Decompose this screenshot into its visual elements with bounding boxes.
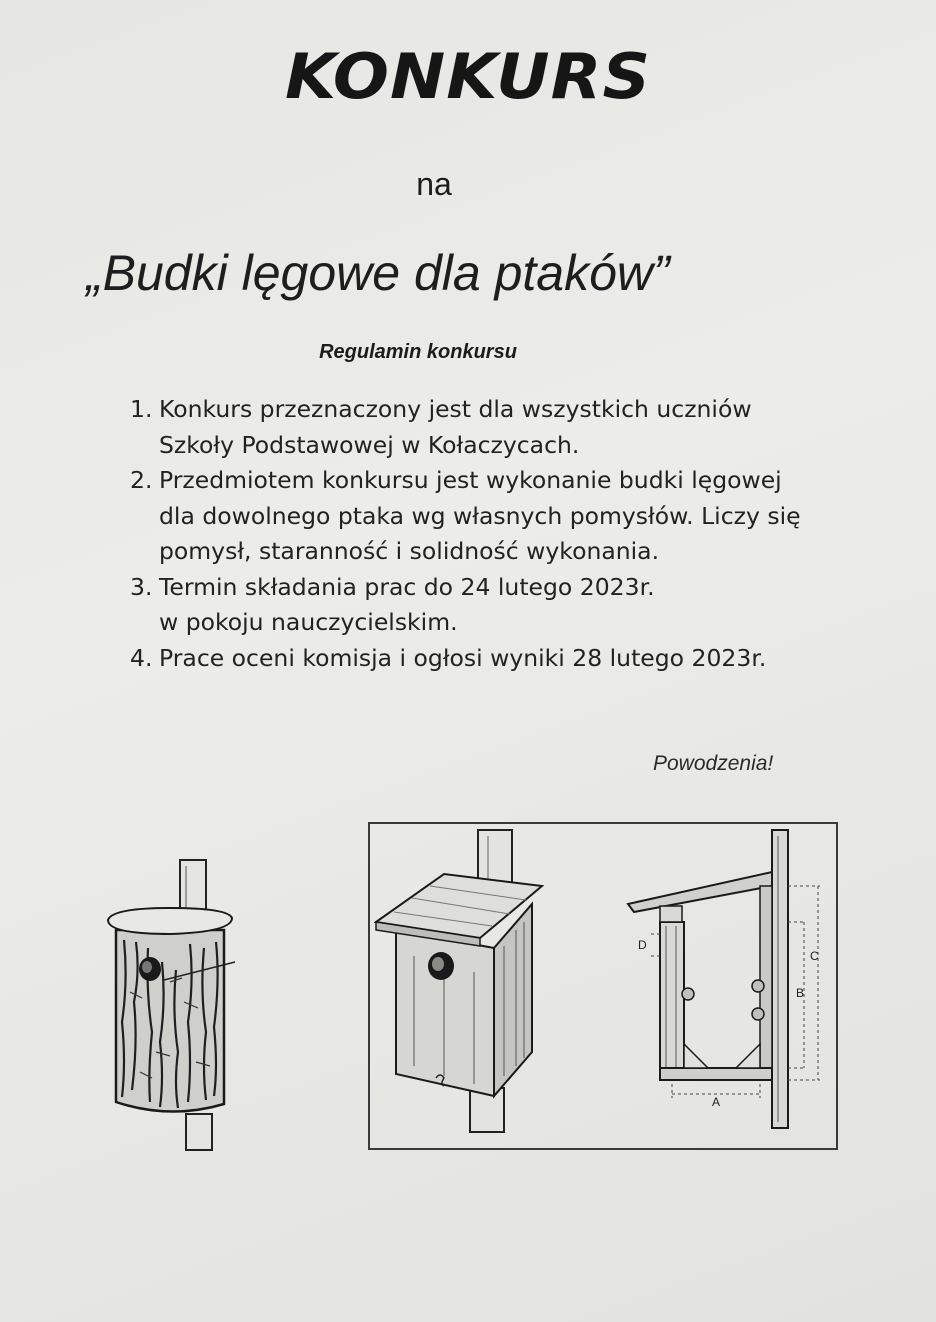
rules-list — [130, 392, 801, 676]
rule-text-line: dla dowolnego ptaka wg własnych pomysłów. Liczy się — [159, 501, 801, 530]
dimension-label-d: D — [638, 938, 647, 952]
dimension-label-a: A — [712, 1095, 721, 1109]
log-birdhouse-illustration — [100, 852, 245, 1157]
closing-text: Powodzenia! — [653, 752, 774, 775]
rule-number: 4. — [130, 643, 153, 672]
rule-text-line: Szkoły Podstawowej w Kołaczycach. — [159, 430, 580, 459]
rule-number: 2. — [130, 466, 153, 494]
rule-text-line: Przedmiotem konkursu jest wykonanie budki lęgowej — [159, 466, 782, 494]
rule-item-3 — [130, 570, 801, 641]
rule-item-2 — [130, 463, 801, 570]
rule-item-4 — [130, 641, 801, 677]
rule-text-line: Konkurs przeznaczony jest dla wszystkich uczniów — [159, 395, 752, 423]
rule-item-1 — [130, 392, 801, 463]
title-connector: na — [416, 166, 452, 202]
box-birdhouse-illustration — [374, 826, 544, 1136]
dimension-label-c: C — [810, 949, 819, 963]
rules-heading: Regulamin konkursu — [319, 341, 517, 363]
rule-number: 3. — [130, 572, 153, 601]
dimension-label-b: B — [796, 986, 805, 1000]
rule-text-line: Termin składania prac do 24 lutego 2023r. — [159, 572, 655, 601]
rule-text-line: Prace oceni komisja i ogłosi wyniki 28 lutego 2023r. — [159, 643, 767, 672]
cross-section-diagram — [624, 822, 834, 1132]
rule-text-line: pomysł, staranność i solidność wykonania. — [159, 537, 660, 565]
rule-text-line: w pokoju nauczycielskim. — [159, 608, 458, 636]
contest-subtitle: „Budki lęgowe dla ptaków” — [86, 245, 670, 301]
poster-title: KONKURS — [284, 39, 651, 114]
rule-number: 1. — [130, 395, 153, 423]
